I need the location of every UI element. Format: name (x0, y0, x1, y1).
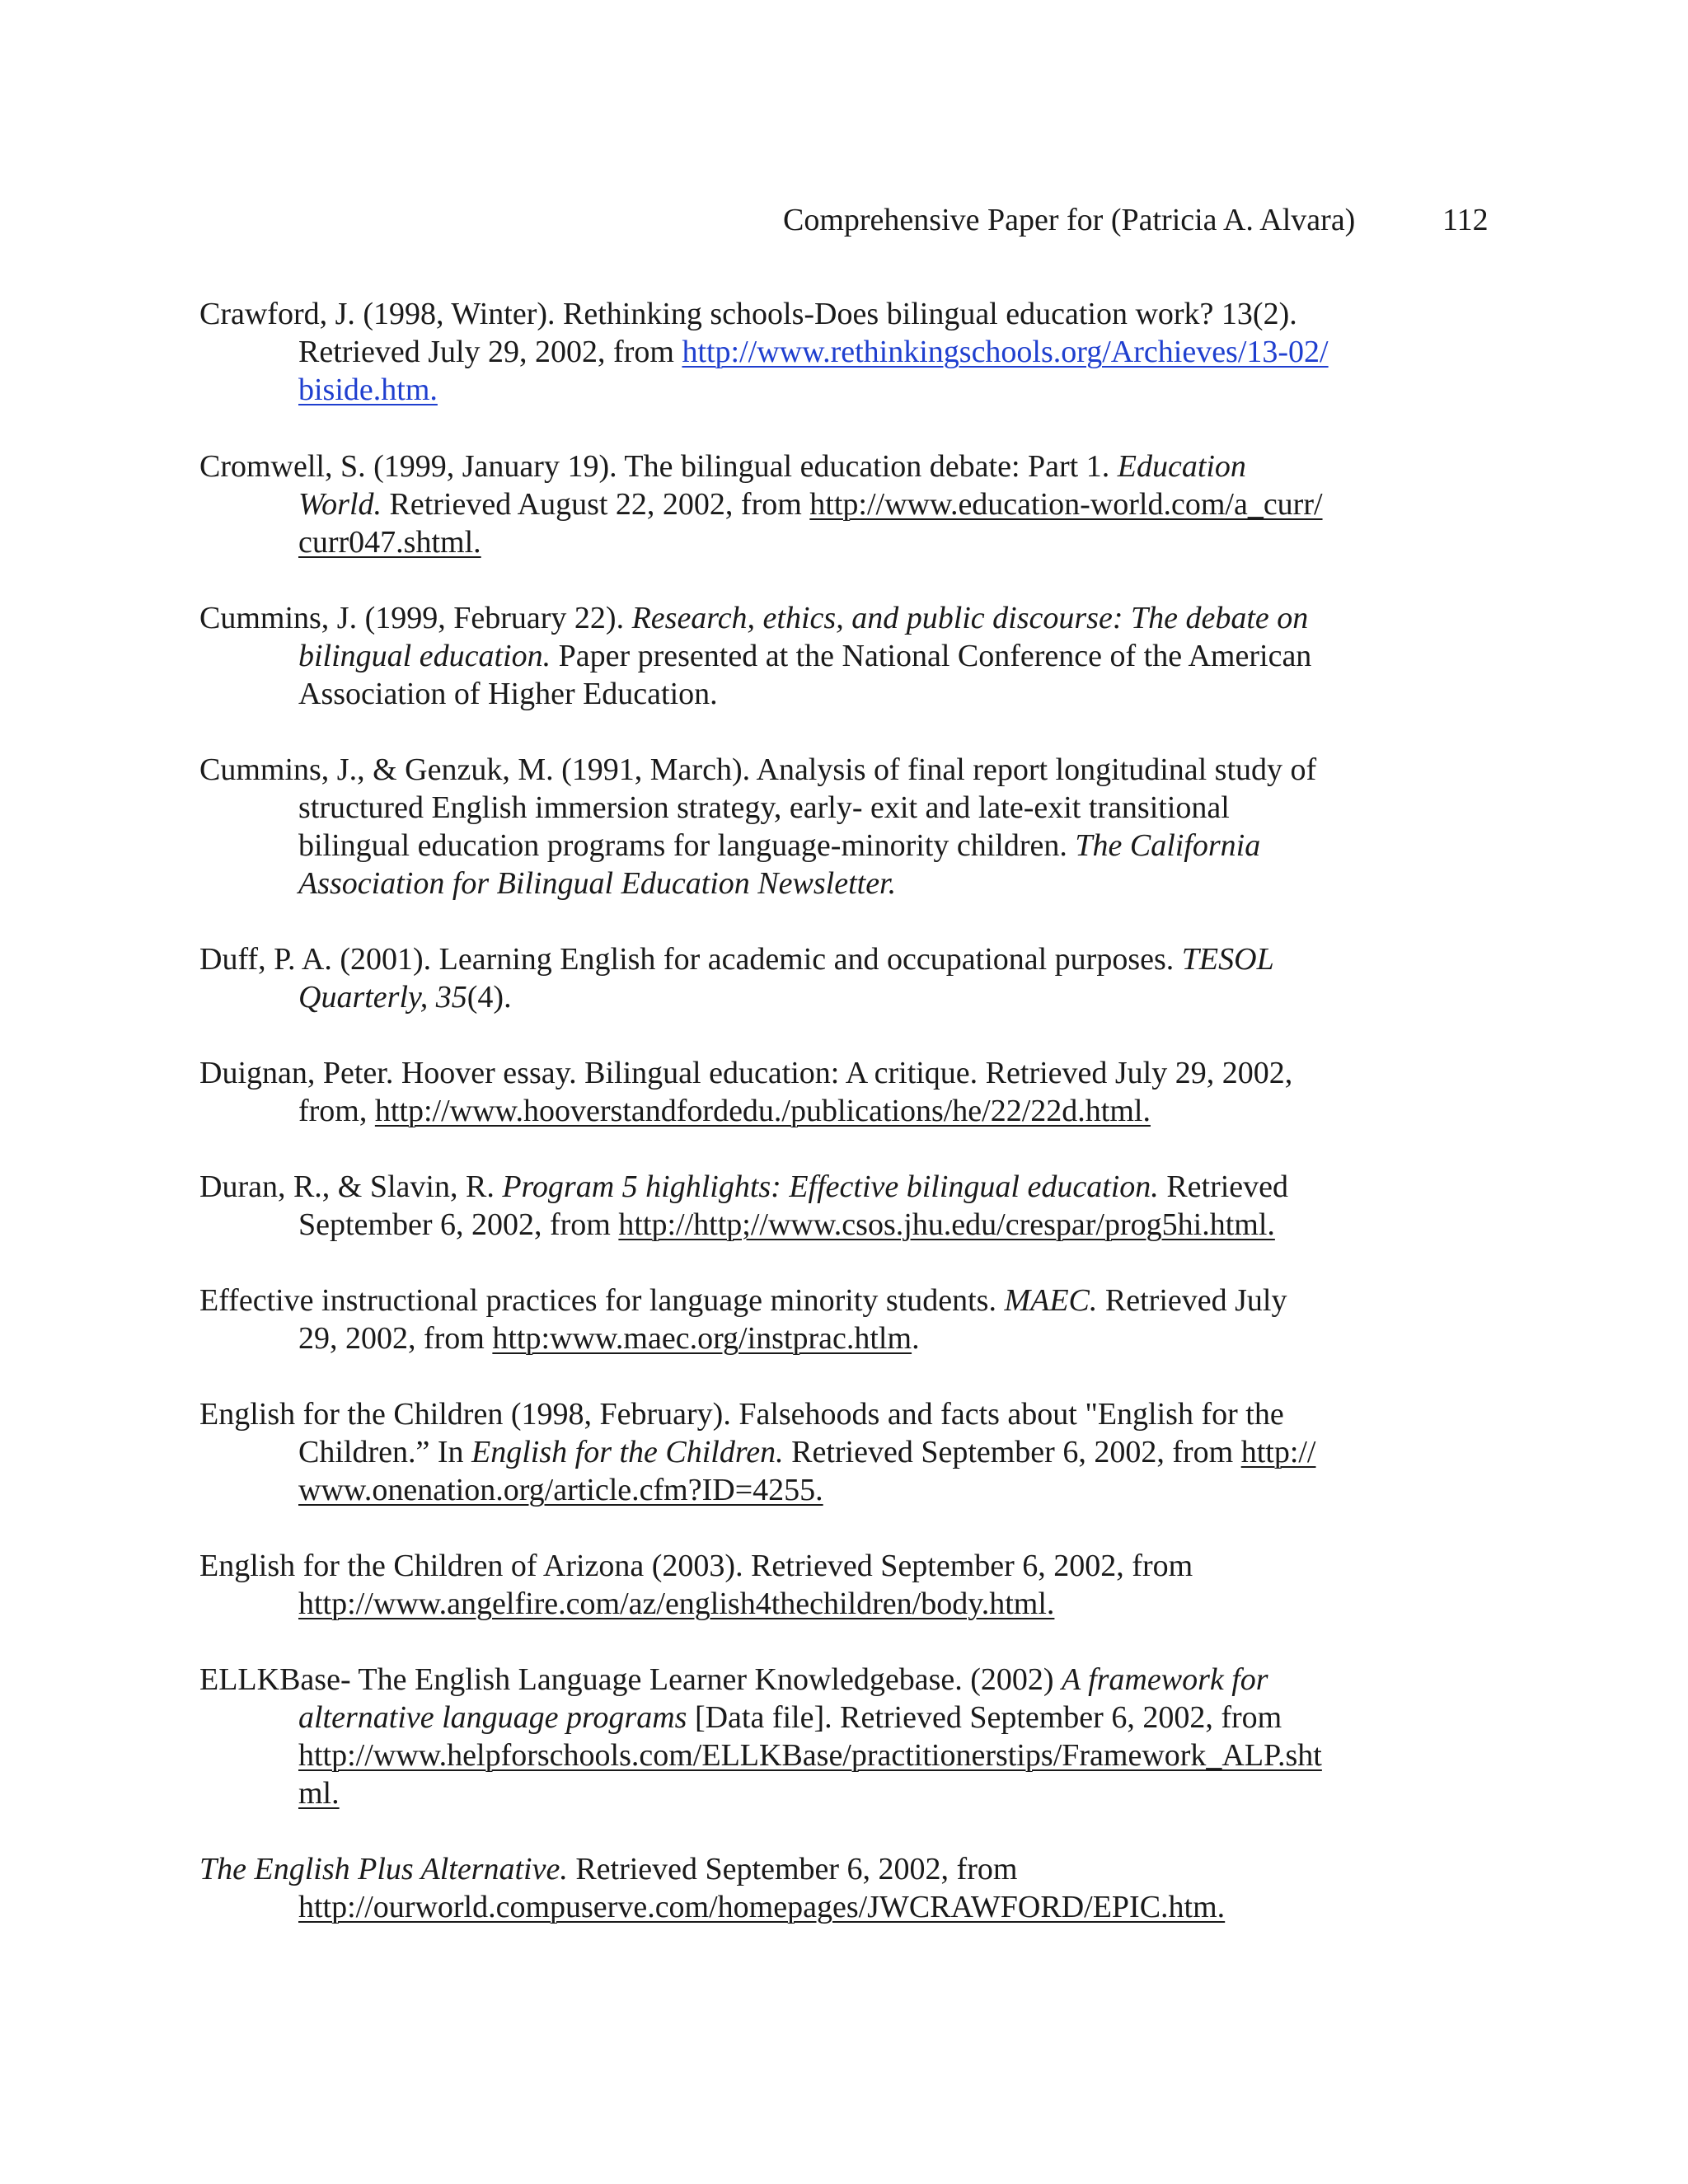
reference-text: English for the Children of Arizona (2003). Retrieved September 6, 2002, from (199, 1549, 1193, 1583)
reference-line (199, 1549, 1193, 1583)
reference-entry (199, 1282, 1403, 1357)
reference-line (298, 790, 1230, 825)
reference-line (199, 1056, 1292, 1090)
reference-text: Duignan, Peter. Hoover essay. Bilingual education: A critique. Retrieved July 29, 2002, (199, 1056, 1293, 1090)
reference-text: ELLKBase- The English Language Learner Knowledgebase. (2002) (199, 1662, 1062, 1697)
reference-line (298, 1586, 1054, 1621)
reference-text: September 6, 2002, from (298, 1207, 619, 1242)
reference-link[interactable]: http://ourworld.compuserve.com/homepages/JWCRAWFORD/EPIC.htm. (298, 1890, 1226, 1924)
reference-text: Retrieved July 29, 2002, from (298, 335, 682, 369)
reference-text: English for the Children (1998, February). Falsehoods and facts about "English for the (199, 1397, 1284, 1432)
reference-line (199, 1852, 1017, 1886)
reference-link[interactable]: http://www.education-world.com/a_curr/ (809, 487, 1323, 522)
reference-text: Retrieved (1158, 1169, 1289, 1204)
reference-italic-text: alternative language programs (298, 1700, 687, 1735)
reference-link[interactable]: http://www.rethinkingschools.org/Archieves/13-02/ (682, 335, 1329, 369)
reference-text: Association of Higher Education. (298, 677, 718, 711)
reference-text: bilingual education programs for language-minority children. (298, 828, 1076, 863)
reference-text: Effective instructional practices for language minority students. (199, 1283, 1005, 1318)
reference-text: Retrieved July (1097, 1283, 1287, 1318)
reference-link[interactable]: http:www.maec.org/instprac.htlm (492, 1321, 912, 1356)
reference-entry (199, 940, 1403, 1016)
reference-text: Children.” In (298, 1435, 472, 1469)
reference-entry (199, 1054, 1403, 1130)
reference-italic-text: The English Plus Alternative. (199, 1852, 568, 1886)
reference-link[interactable]: http://www.hooverstandfordedu./publications/he/22/22d.html. (374, 1094, 1151, 1128)
reference-text: structured English immersion strategy, early- exit and late-exit transitional (298, 790, 1230, 825)
reference-line (199, 942, 1274, 977)
reference-link[interactable]: http://http;//www.csos.jhu.edu/crespar/prog5hi.html. (618, 1207, 1275, 1242)
reference-entry (199, 295, 1403, 409)
reference-entry (199, 1168, 1403, 1244)
reference-text: Retrieved August 22, 2002, from (382, 487, 810, 522)
reference-text: Retrieved September 6, 2002, from (783, 1435, 1241, 1469)
reference-entry (199, 1547, 1403, 1623)
reference-italic-text: MAEC. (1004, 1283, 1098, 1318)
reference-line (298, 828, 1260, 863)
reference-line (298, 1094, 1151, 1128)
reference-entry (199, 1661, 1403, 1812)
reference-text: Cromwell, S. (1999, January 19). The bilingual education debate: Part 1. (199, 449, 1118, 484)
reference-italic-text: TESOL (1181, 942, 1274, 977)
reference-text: Retrieved September 6, 2002, from (567, 1852, 1018, 1886)
reference-italic-text: A framework for (1062, 1662, 1268, 1697)
reference-italic-text: bilingual education. (298, 639, 551, 673)
reference-text: (4). (467, 980, 512, 1015)
reference-line (298, 1321, 920, 1356)
reference-line (199, 1169, 1288, 1204)
reference-entry (199, 599, 1403, 713)
reference-line (199, 1397, 1284, 1432)
reference-text: Duran, R., & Slavin, R. (199, 1169, 503, 1204)
reference-entry (199, 448, 1403, 561)
reference-entry (199, 1395, 1403, 1509)
reference-line (199, 752, 1316, 787)
reference-text: from, (298, 1094, 375, 1128)
reference-line (298, 980, 512, 1015)
reference-text: Duff, P. A. (2001). Learning English for academic and occupational purposes. (199, 942, 1182, 977)
reference-text: 29, 2002, from (298, 1321, 493, 1356)
reference-line (298, 487, 1323, 522)
reference-italic-text: English for the Children. (471, 1435, 784, 1469)
reference-line (298, 866, 896, 901)
reference-link[interactable]: http://www.angelfire.com/az/english4thechildren/body.html. (298, 1586, 1055, 1621)
reference-link[interactable]: http:// (1240, 1435, 1316, 1469)
reference-line (298, 1700, 1282, 1735)
reference-line (298, 1890, 1225, 1924)
reference-line (298, 1473, 823, 1507)
reference-line (199, 1662, 1268, 1697)
reference-text: . (912, 1321, 920, 1356)
reference-italic-text: The California (1075, 828, 1261, 863)
reference-text: Cummins, J. (1999, February 22). (199, 601, 632, 635)
reference-line (298, 525, 481, 560)
reference-link[interactable]: www.onenation.org/article.cfm?ID=4255. (298, 1473, 823, 1507)
page-number: 112 (1442, 203, 1489, 237)
reference-text: [Data file]. Retrieved September 6, 2002, from (687, 1700, 1282, 1735)
reference-line (199, 1283, 1287, 1318)
reference-line (298, 1207, 1275, 1242)
header-title: Comprehensive Paper for (Patricia A. Alvara) (783, 203, 1356, 237)
reference-line (298, 1435, 1316, 1469)
reference-line (298, 1738, 1322, 1773)
reference-italic-text: World. (298, 487, 382, 522)
reference-italic-text: Program 5 highlights: Effective bilingual education. (502, 1169, 1159, 1204)
reference-entry (199, 1850, 1403, 1926)
reference-text: Cummins, J., & Genzuk, M. (1991, March). Analysis of final report longitudinal study of (199, 752, 1317, 787)
reference-link[interactable]: http://www.helpforschools.com/ELLKBase/practitionerstips/Framework_ALP.sht (298, 1738, 1322, 1773)
reference-line (199, 601, 1308, 635)
reference-line (298, 335, 1329, 369)
reference-line (199, 449, 1246, 484)
reference-text: Paper presented at the National Conference of the American (551, 639, 1312, 673)
reference-italic-text: Education (1117, 449, 1246, 484)
reference-link[interactable]: ml. (298, 1776, 340, 1811)
reference-line (298, 677, 718, 711)
reference-line (199, 297, 1297, 331)
reference-line (298, 639, 1311, 673)
reference-italic-text: Association for Bilingual Education Newsletter. (298, 866, 897, 901)
reference-text: Crawford, J. (1998, Winter). Rethinking schools-Does bilingual education work? 13(2). (199, 297, 1297, 331)
reference-link[interactable]: biside.htm. (298, 373, 438, 407)
reference-line (298, 373, 438, 407)
reference-italic-text: Research, ethics, and public discourse: The debate on (631, 601, 1309, 635)
reference-link[interactable]: curr047.shtml. (298, 525, 481, 560)
reference-line (298, 1776, 340, 1811)
reference-entry (199, 751, 1403, 902)
reference-italic-text: Quarterly, 35 (298, 980, 467, 1015)
